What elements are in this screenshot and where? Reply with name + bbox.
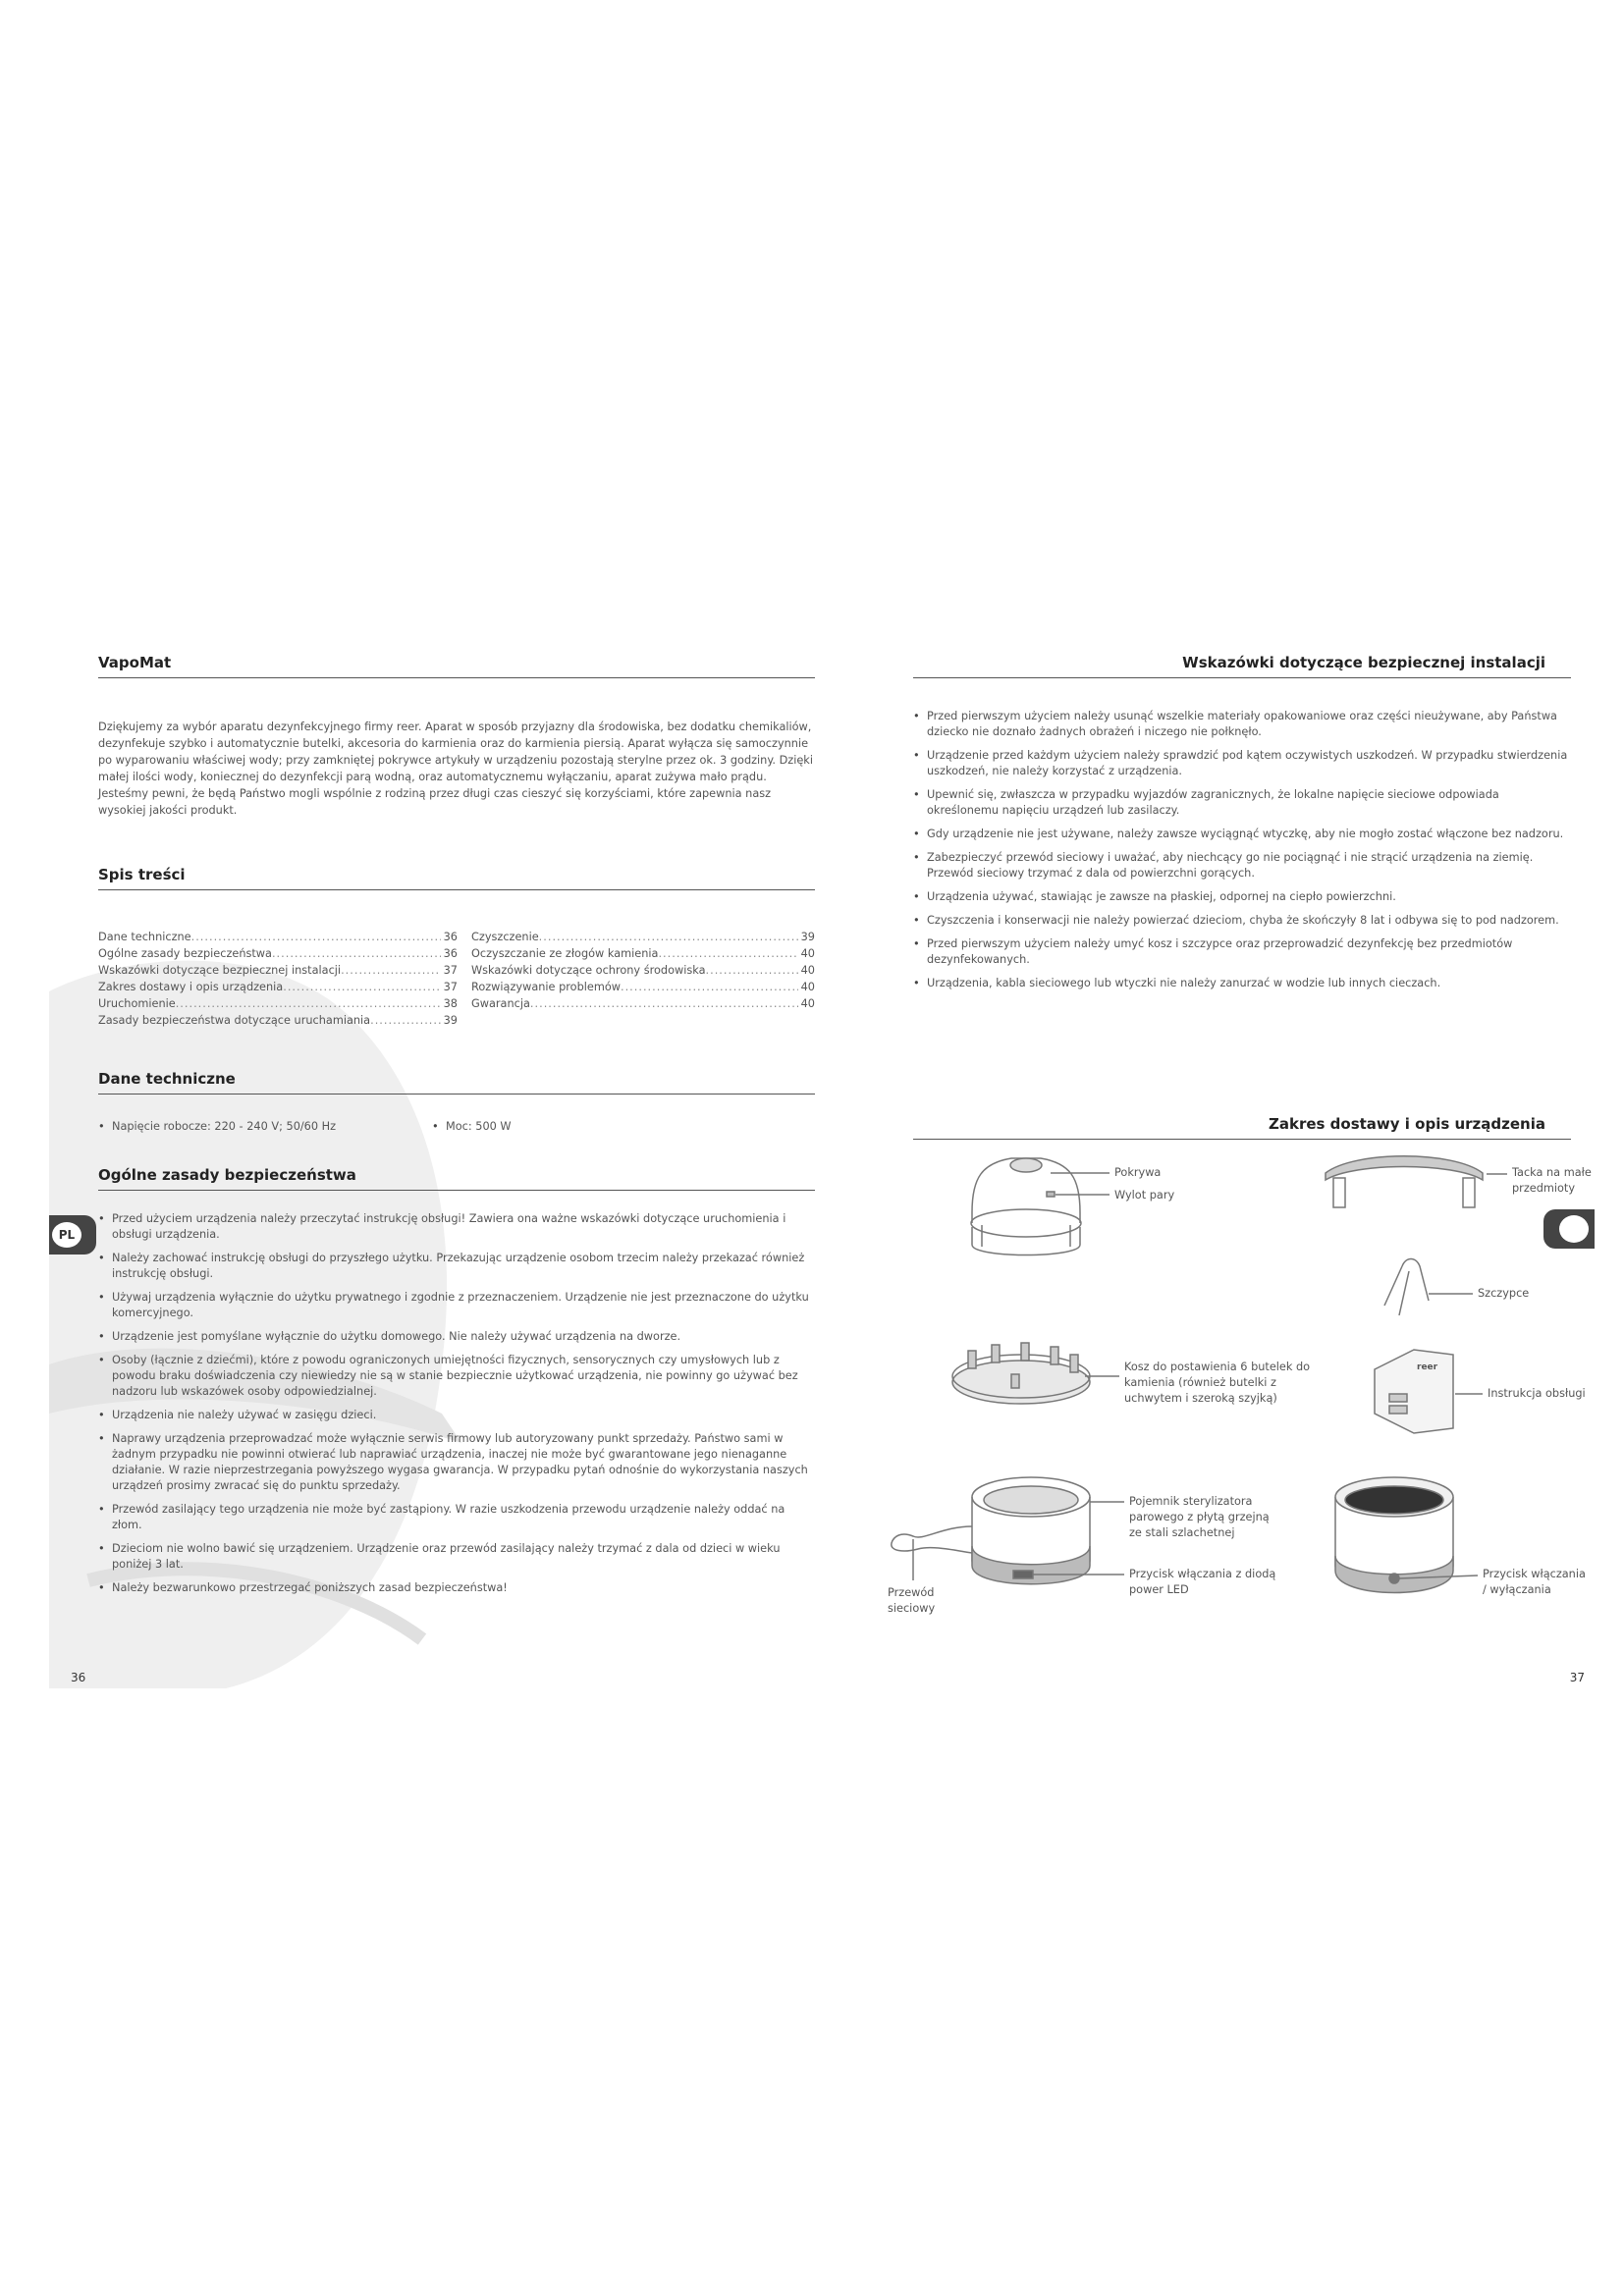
install-item: • Przed pierwszym użyciem należy usunąć wszelkie materiały opakowaniowe oraz części nieużywane, aby Państwa dziecko nie doznało żadnych obrażeń i niczego nie połknęło. xyxy=(913,709,1571,740)
install-item: • Upewnić się, zwłaszcza w przypadku wyjazdów zagranicznych, że lokalne napięcie sieciowe odpowiada określonemu napięciu urządzeń lub zasilaczy. xyxy=(913,787,1571,819)
right-page xyxy=(864,638,1595,1708)
install-item: • Urządzenia, kabla sieciowego lub wtyczki nie należy zanurzać w wodzie lub innych cieczach. xyxy=(913,976,1571,991)
toc-entry[interactable]: Zakres dostawy i opis urządzenia ..... 37 xyxy=(98,979,458,995)
label-tray: Tacka na małe przedmioty xyxy=(1512,1166,1592,1195)
lid-illustration xyxy=(971,1158,1110,1255)
label-power-button-led: Przycisk włączania z diodą power LED xyxy=(1129,1568,1276,1596)
page-number-left: 36 xyxy=(71,1671,86,1684)
safety-item: • Należy bezwarunkowo przestrzegać poniższych zasad bezpieczeństwa! xyxy=(98,1580,815,1596)
install-item: • Gdy urządzenie nie jest używane, należy zawsze wyciągnąć wtyczkę, aby nie mogło zostać włączone bez nadzoru. xyxy=(913,827,1571,842)
device-illustrations xyxy=(864,638,1595,1708)
steriliser-base-right-illustration xyxy=(1335,1477,1478,1593)
safety-item: • Naprawy urządzenia przeprowadzać może wyłącznie serwis firmowy lub autoryzowany punkt sprzedaży. Państwo sami w żadnym przypadku nie powinni otwierać lub naprawiać urządzenia, inaczej nie może być gwarantowane jego nienaganne działanie. W razie nieprzestrzegania powyższego wygasa gwarancja. W przypadku pytań odnośnie do wykorzystania naszych urządzeń prosimy zwracać się do punktu sprzedaży. xyxy=(98,1431,815,1494)
label-power-cord: Przewód sieciowy xyxy=(888,1586,936,1615)
tech-power-list xyxy=(432,1119,727,1143)
toc-entry[interactable]: Ogólne zasady bezpieczeństwa ..... 36 xyxy=(98,945,458,962)
document-spread xyxy=(49,638,1595,1708)
label-manual: Instrukcja obsługi xyxy=(1488,1387,1586,1400)
label-steam-outlet: Wylot pary xyxy=(1114,1189,1175,1201)
delivery-heading: Zakres dostawy i opis urządzenia xyxy=(1268,1115,1545,1133)
label-tongs: Szczypce xyxy=(1478,1287,1530,1300)
safety-item: • Przewód zasilający tego urządzenia nie może być zastąpiony. W razie uszkodzenia przewodu urządzenie należy oddać na złom. xyxy=(98,1502,815,1533)
safety-item: • Należy zachować instrukcję obsługi do przyszłego użytku. Przekazując urządzenie osobom trzecim należy przekazać również instrukcję obsługi. xyxy=(98,1251,815,1282)
left-page xyxy=(49,638,825,1708)
basket-illustration xyxy=(952,1343,1119,1404)
safety-list xyxy=(98,1211,815,1604)
toc-heading: Spis treści xyxy=(98,866,186,883)
toc-entry[interactable]: Uruchomienie ..... 38 xyxy=(98,995,458,1012)
title-rule xyxy=(98,677,815,678)
label-basket: Kosz do postawienia 6 butelek do kamienia (również butelki z uchwytem i szeroką szyjką) xyxy=(1124,1361,1311,1405)
safety-item: • Używaj urządzenia wyłącznie do użytku prywatnego i zgodnie z przeznaczeniem. Urządzenie nie jest przeznaczone do użytku komercyjnego. xyxy=(98,1290,815,1321)
safety-item: • Dzieciom nie wolno bawić się urządzeniem. Urządzenie oraz przewód zasilający należy trzymać z dala od dzieci w wieku poniżej 3 lat. xyxy=(98,1541,815,1573)
toc-right-column xyxy=(471,929,815,1012)
tech-power: • Moc: 500 W xyxy=(432,1119,727,1135)
intro-paragraph: Dziękujemy za wybór aparatu dezynfekcyjnego firmy reer. Aparat w sposób przyjazny dla środowiska, bez dodatku chemikaliów, dezynfekuje szybko i automatycznie butelki, akcesoria do karmienia oraz do karmienia piersią. Aparat wyłącza się samoczynnie po wyparowaniu właściwej wody; przy zamkniętej pokrywce artykuły w urządzeniu pozostają sterylne przez ok. 3 godziny. Dzięki małej ilości wody, koniecznej do dezynfekcji parą wodną, oraz automatycznemu wyłączaniu, aparat zużywa mało prądu. Jesteśmy pewni, że będą Państwo mogli wspólnie z rodziną przez długi czas cieszyć się korzyściami, które zapewnia nasz wysokiej jakości produkt. xyxy=(98,721,813,817)
toc-rule xyxy=(98,889,815,890)
steriliser-base-illustration xyxy=(892,1477,1124,1584)
tech-voltage-list xyxy=(98,1119,422,1143)
language-badge: PL xyxy=(52,1222,81,1248)
tongs-illustration xyxy=(1384,1259,1473,1316)
toc-entry[interactable]: Gwarancja ..... 40 xyxy=(471,995,815,1012)
label-container: Pojemnik sterylizatora parowego z płytą grzejną ze stali szlachetnej xyxy=(1129,1495,1270,1539)
toc-entry[interactable]: Rozwiązywanie problemów ..... 40 xyxy=(471,979,815,995)
toc-entry[interactable]: Czyszczenie ..... 39 xyxy=(471,929,815,945)
safety-item: • Przed użyciem urządzenia należy przeczytać instrukcję obsługi! Zawiera ona ważne wskazówki dotyczące uruchomienia i obsługi urządzenia. xyxy=(98,1211,815,1243)
toc-entry[interactable]: Dane techniczne ..... 36 xyxy=(98,929,458,945)
label-lid: Pokrywa xyxy=(1114,1166,1162,1179)
install-item: • Zabezpieczyć przewód sieciowy i uważać, aby niechcący go nie pociągnąć i nie strącić urządzenia na ziemię. Przewód sieciowy trzymać z dala od powierzchni gorących. xyxy=(913,850,1571,881)
tech-voltage: • Napięcie robocze: 220 - 240 V; 50/60 Hz xyxy=(98,1119,422,1135)
tech-heading: Dane techniczne xyxy=(98,1070,236,1088)
safety-item: • Osoby (łącznie z dziećmi), które z powodu ograniczonych umiejętności fizycznych, sensorycznych czy umysłowych lub z powodu braku doświadczenia czy niewiedzy nie są w stanie bezpiecznie użytkować urządzenia, nie powinny go używać bez nadzoru lub wskazówek osoby odpowiedzialnej. xyxy=(98,1353,815,1400)
install-item: • Przed pierwszym użyciem należy umyć kosz i szczypce oraz przeprowadzić dezynfekcję bez przedmiotów dezynfekowanych. xyxy=(913,936,1571,968)
page-number-right: 37 xyxy=(1569,1671,1585,1684)
tray-illustration xyxy=(1326,1156,1507,1207)
toc-entry[interactable]: Oczyszczanie ze złogów kamienia ..... 40 xyxy=(471,945,815,962)
safety-rule xyxy=(98,1190,815,1191)
safety-heading: Ogólne zasady bezpieczeństwa xyxy=(98,1166,356,1184)
page-title: VapoMat xyxy=(98,654,172,671)
toc-entry[interactable]: Wskazówki dotyczące bezpiecznej instalacji ..... 37 xyxy=(98,962,458,979)
install-item: • Czyszczenia i konserwacji nie należy powierzać dzieciom, chyba że skończyły 8 lat i odbywa się to pod nadzorem. xyxy=(913,913,1571,929)
toc-entry[interactable]: Zasady bezpieczeństwa dotyczące uruchamiania ..... 39 xyxy=(98,1012,458,1029)
tech-rule xyxy=(98,1094,815,1095)
safety-item: • Urządzenia nie należy używać w zasięgu dzieci. xyxy=(98,1408,815,1423)
install-item: • Urządzenie przed każdym użyciem należy sprawdzić pod kątem oczywistych uszkodzeń. W przypadku stwierdzenia uszkodzeń, nie należy korzystać z urządzenia. xyxy=(913,748,1571,779)
safety-item: • Urządzenie jest pomyślane wyłącznie do użytku domowego. Nie należy używać urządzenia na dworze. xyxy=(98,1329,815,1345)
toc-left-column xyxy=(98,929,458,1029)
label-power-button: Przycisk włączania / wyłączania xyxy=(1483,1568,1586,1596)
install-heading: Wskazówki dotyczące bezpiecznej instalacji xyxy=(1182,654,1545,671)
install-item: • Urządzenia używać, stawiając je zawsze na płaskiej, odpornej na ciepło powierzchni. xyxy=(913,889,1571,905)
toc-entry[interactable]: Wskazówki dotyczące ochrony środowiska ..... 40 xyxy=(471,962,815,979)
manual-brand-logo: reer xyxy=(1417,1362,1438,1372)
